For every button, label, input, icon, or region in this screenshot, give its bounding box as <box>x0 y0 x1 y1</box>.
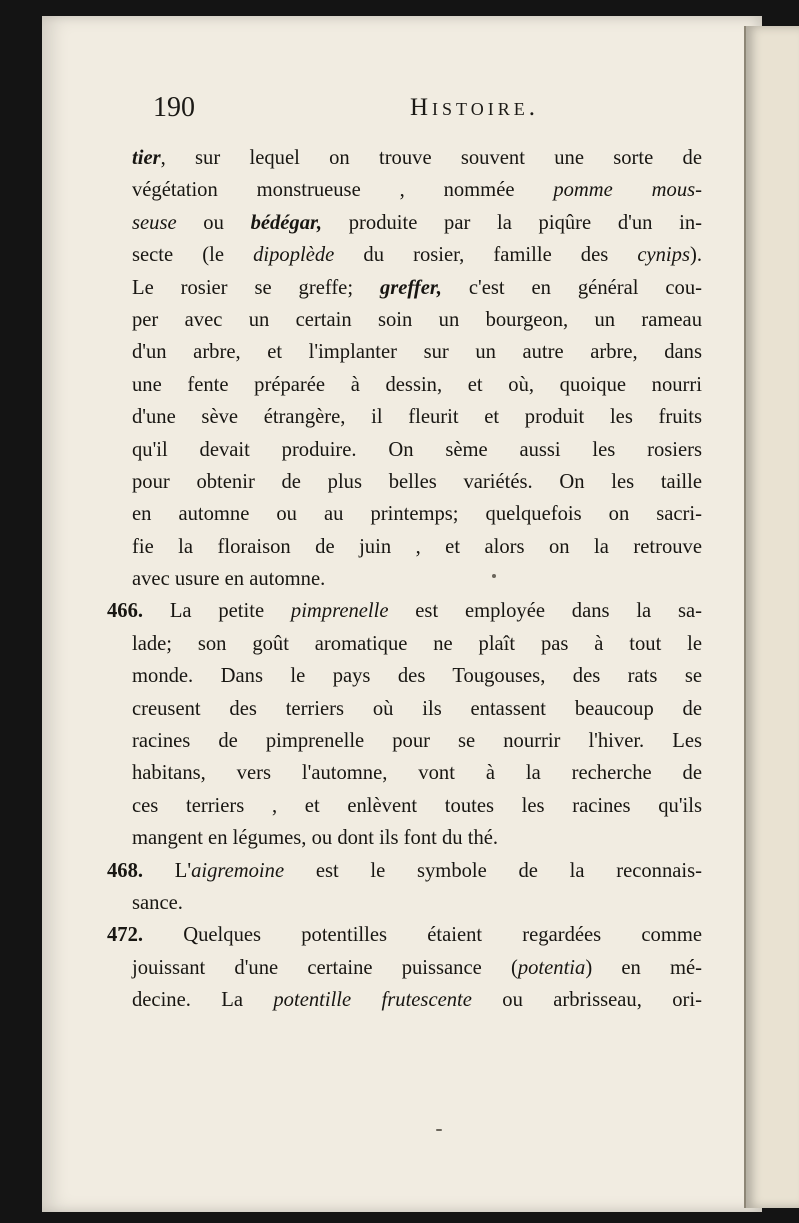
text-line: habitans, vers l'automne, vont à la recherche de <box>132 762 702 785</box>
text-line: lade; son goût aromatique ne plaît pas à tout le <box>132 632 702 655</box>
page-header <box>108 92 708 128</box>
text-line: d'un arbre, et l'implanter sur un autre arbre, dans <box>132 341 702 364</box>
text-line: secte (le dipoplède du rosier, famille des cynips). <box>132 244 702 267</box>
text-line: jouissant d'une certaine puissance (potentia) en mé- <box>132 956 703 979</box>
text-line: per avec un certain soin un bourgeon, un rameau <box>132 308 702 331</box>
running-title: Histoire. <box>410 94 539 121</box>
entry-number: 472. <box>107 924 144 947</box>
text-line: monde. Dans le pays des Tougouses, des rats se <box>132 665 702 688</box>
adjacent-page-edge <box>744 26 799 1208</box>
text-line: en automne ou au printemps; quelquefois on sacri- <box>132 503 702 526</box>
entry-468-line: 468. L'aigremoine est le symbole de la reconnais- <box>107 859 702 882</box>
text-line: qu'il devait produire. On sème aussi les rosiers <box>132 438 702 461</box>
text-line: racines de pimprenelle pour se nourrir l'hiver. Les <box>132 730 702 753</box>
text-line: d'une sève étrangère, il fleurit et produit les fruits <box>132 406 702 429</box>
text-line: tier, sur lequel on trouve souvent une sorte de <box>132 147 702 169</box>
text-line: pour obtenir de plus belles variétés. On les taille <box>132 470 702 493</box>
entry-number: 468. <box>107 859 144 882</box>
page-number: 190 <box>153 92 195 123</box>
text-line: decine. La potentille frutescente ou arbrisseau, ori- <box>132 989 702 1012</box>
text-line: creusent des terriers où ils entassent beaucoup de <box>132 697 702 720</box>
text-line: sance. <box>132 891 183 914</box>
text-line: avec usure en automne. <box>132 568 326 591</box>
text-line: seuse ou bédégar, produite par la piqûre d'un in- <box>132 211 703 234</box>
text-line: une fente préparée à dessin, et où, quoique nourri <box>132 373 702 396</box>
text-line: fie la floraison de juin , et alors on la retrouve <box>132 535 702 558</box>
text-line: mangent en légumes, ou dont ils font du thé. <box>132 827 499 850</box>
body-text <box>107 142 703 1017</box>
entry-472-line: 472. Quelques potentilles étaient regardées comme <box>107 924 702 947</box>
entry-466-line: 466. La petite pimprenelle est employée dans la sa- <box>107 600 702 623</box>
ink-speck <box>492 574 496 578</box>
text-line: Le rosier se greffe; greffer, c'est en général cou- <box>132 276 702 299</box>
text-line: végétation monstrueuse , nommée pomme mous- <box>132 179 702 202</box>
entry-number: 466. <box>107 600 144 623</box>
ink-speck <box>436 1129 442 1131</box>
text-line: ces terriers , et enlèvent toutes les racines qu'ils <box>132 794 702 817</box>
